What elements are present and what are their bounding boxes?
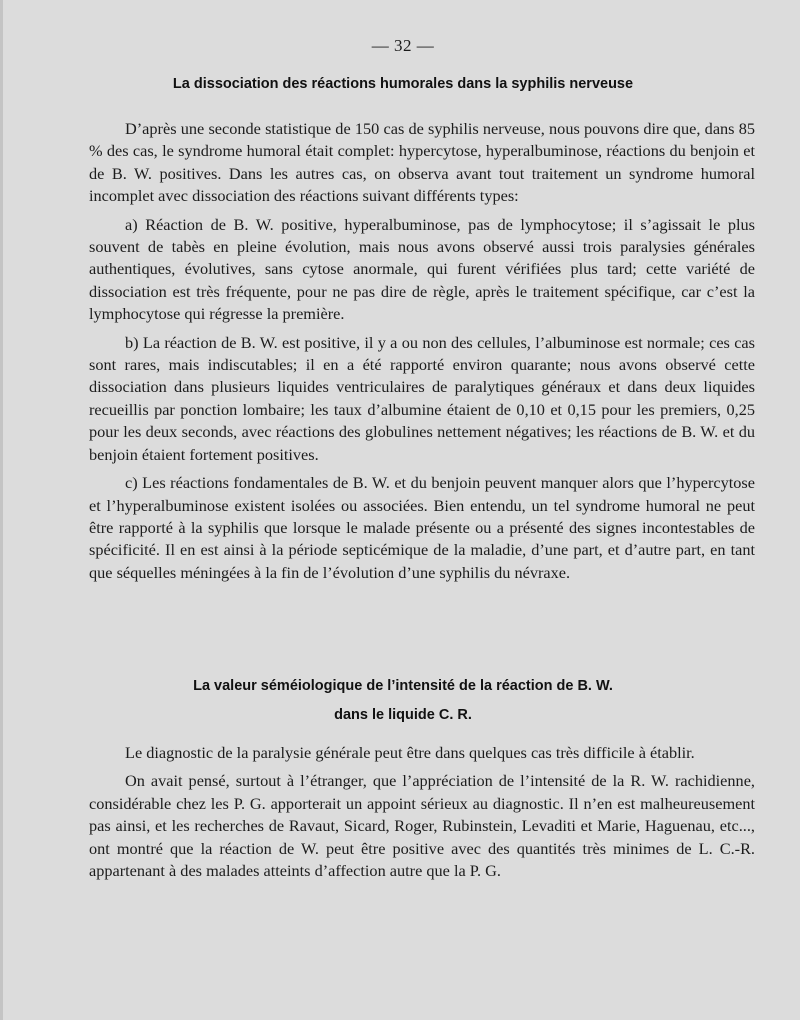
section-heading-dissociation: La dissociation des réactions humorales dans la syphilis nerveuse <box>172 76 634 92</box>
paragraph-intro: D’après une seconde statistique de 150 cas de syphilis nerveuse, nous pouvons dire que, dans 85 % des cas, le syndrome humoral était complet: hypercytose, hyperalbuminose, réactions du benjoin et de B. W. positives. Dans les autres cas, on observa avant tout traitement un syndrome humoral incomplet avec dissociation des réactions suivant différents types: <box>89 119 755 206</box>
paragraph-intensite: On avait pensé, surtout à l’étranger, que l’appréciation de l’intensité de la R. W. rachidienne, considérable chez les P. G. apporterait un appoint sérieux au diagnostic. Il n’en est malheureusement pas ainsi, et les recherches de Ravaut, Sicard, Roger, Rubinstein, Levaditi et Marie, Haguenau, etc..., ont montré que la réaction de W. peut être positive avec des quantités très minimes de L. C.-R. appartenant à des malades atteints d’affection autre que la P. G. <box>89 771 755 881</box>
section-body-valeur <box>89 742 755 882</box>
section-body-dissociation <box>89 118 755 584</box>
paragraph-diagnostic: Le diagnostic de la paralysie générale peut être dans quelques cas très difficile à établir. <box>125 743 695 762</box>
paragraph-type-b: b) La réaction de B. W. est positive, il y a ou non des cellules, l’albuminose est normale; ces cas sont rares, mais indiscutables; il en a été rapporté environ quarante; nous avons observé cette dissociation dans plusieurs liquides ventriculaires de paralytiques généraux et dans deux liquides recueillis par ponction lombaire; les taux d’albumine étaient de 0,10 et 0,15 pour les premiers, 0,25 pour les deux seconds, avec réactions des globulines nettement négatives; les réactions de B. W. et du benjoin étaient fortement positives. <box>89 332 755 464</box>
section-heading-valeur-line1: La valeur séméiologique de l’intensité de la réaction de B. W. <box>193 678 613 694</box>
paragraph-type-a: a) Réaction de B. W. positive, hyperalbuminose, pas de lymphocytose; il s’agissait le plus souvent de tabès en pleine évolution, mais nous avons observé aussi trois paralysies générales authentiques, évolutives, sans cytose anormale, qui furent vérifiées plus tard; cette variété de dissociation est très fréquente, pour ne pas dire de règle, après le traitement spécifique, car c’est la lymphocytose qui régresse la première. <box>89 214 755 324</box>
page-number: — 32 — <box>371 36 435 55</box>
section-heading-valeur-line2: dans le liquide C. R. <box>334 707 472 723</box>
paragraph-type-c: c) Les réactions fondamentales de B. W. et du benjoin peuvent manquer alors que l’hypercytose et l’hyperalbuminose existent isolées ou associées. Bien entendu, un tel syndrome humoral ne peut être rapporté à la syphilis que lorsque le malade présente ou a présenté des signes incontestables de spécificité. Il en est ainsi à la période septicémique de la maladie, d’une part, et d’autre part, en tant que séquelles méningées à la fin de l’évolution d’une syphilis du névraxe. <box>89 473 755 582</box>
